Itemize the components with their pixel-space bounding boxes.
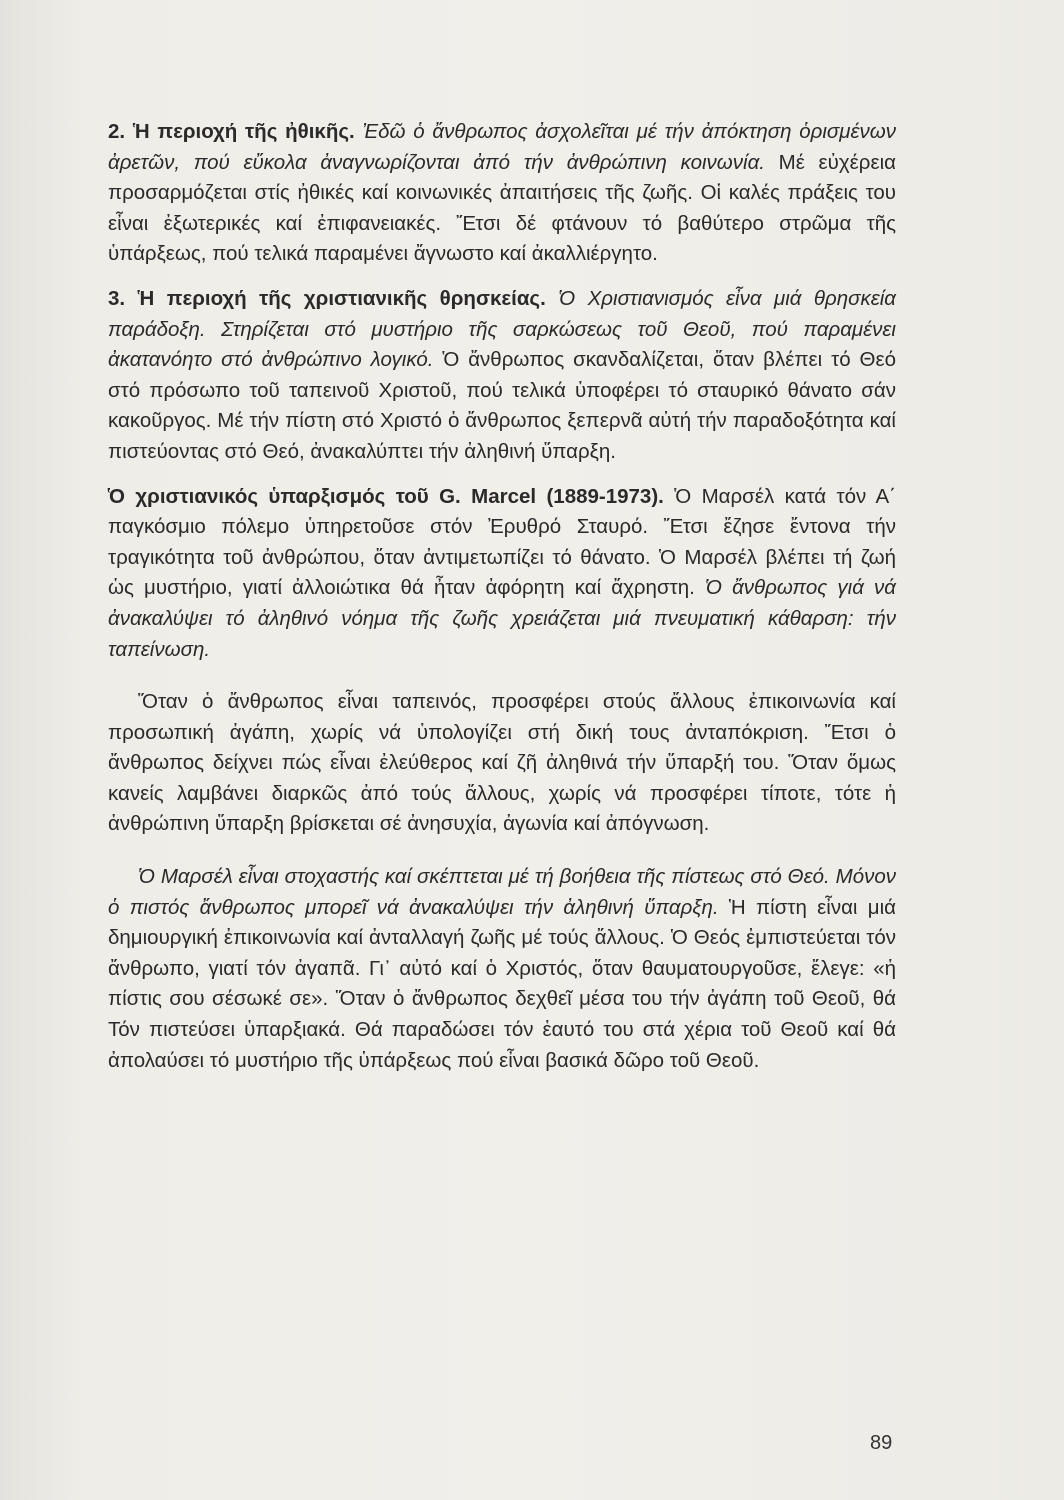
heading-ethics: 2. Ἡ περιοχή τῆς ἠθικῆς. xyxy=(108,120,355,143)
page-text xyxy=(108,117,896,1076)
text-faith: Ἡ πίστη εἶναι μιά δημιουργική ἐπικοινωνία καί ἀνταλλαγή ζωῆς μέ τούς ἄλλους. Ὁ Θεός ἐμπιστεύεται τόν ἄνθρωπο, γιατί τόν ἀγαπᾶ. Γι᾽ αὐτό καί ὁ Χριστός, ὅταν θαυματουργοῦσε, ἔλεγε: «ἡ πίστις σου σέσωκέ σε». Ὅταν ὁ ἄνθρωπος δεχθεῖ μέσα του τήν ἀγάπη τοῦ Θεοῦ, θά Τόν πιστεύσει ὑπαρξιακά. Θά παραδώσει τόν ἑαυτό του στά χέρια τοῦ Θεοῦ καί θά ἀπολαύσει τό μυστήριο τῆς ὑπάρξεως πού εἶναι βασικά δῶρο τοῦ Θεοῦ. xyxy=(108,895,897,1072)
italic-ethics: Ἐδῶ ὁ ἄνθρωπος ἀσχολεῖται μέ τήν ἀπόκτηση ὁρισμένων ἀρετῶν, πού εὔκολα ἀναγνωρίζονται ἀπό τήν ἀνθρώπινη κοινωνία. xyxy=(108,120,896,174)
paragraph-humility xyxy=(108,687,896,840)
text-humility: Ὅταν ὁ ἄνθρωπος εἶναι ταπεινός, προσφέρει στούς ἄλλους ἐπικοινωνία καί προσωπική ἀγάπη, χωρίς νά ὑπολογίζει στή δική τους ἀνταπόκριση. Ἔτσι ὁ ἄνθρωπος δείχνει πώς εἶναι ἐλεύθερος καί ζῆ ἀληθινά τήν ὕπαρξή του. Ὅταν ὅμως κανείς λαμβάνει διαρκῶς ἀπό τούς ἄλλους, χωρίς νά προσφέρει τίποτε, τότε ἡ ἀνθρώπινη ὕπαρξη βρίσκεται σέ ἀνησυχία, ἀγωνία καί ἀπόγνωση. xyxy=(108,690,896,836)
text-marcel: Ὁ Μαρσέλ κατά τόν Α΄ παγκόσμιο πόλεμο ὑπηρετοῦσε στόν Ἐρυθρό Σταυρό. Ἔτσι ἔζησε ἔντονα τήν τραγικότητα τοῦ ἀνθρώπου, ὅταν ἀντιμετωπίζει τό θάνατο. Ὁ Μαρσέλ βλέπει τή ζωή ὡς μυστήριο, γιατί ἀλλοιώτικα θά ἦταν ἀφόρητη καί ἄχρηστη. xyxy=(108,484,896,600)
heading-marcel: Ὁ χριστιανικός ὑπαρξισμός τοῦ G. Marcel (1889-1973). xyxy=(108,484,664,508)
text-ethics: Μέ εὐχέρεια προσαρμόζεται στίς ἠθικές καί κοινωνικές ἀπαιτήσεις τῆς ζωῆς. Οἱ καλές πράξεις του εἶναι ἐξωτερικές καί ἐπιφανειακές. Ἔτσι δέ φτάνουν τό βαθύτερο στρῶμα τῆς ὑπάρξεως, πού τελικά παραμένει ἄγνωστο καί ἀκαλλιέργητο. xyxy=(108,150,896,266)
italic-christian-religion: Ὁ Χριστιανισμός εἶνα μιά θρησκεία παράδοξη. Στηρίζεται στό μυστήριο τῆς σαρκώσεως τοῦ Θεοῦ, πού παραμένει ἀκατανόητο στό ἀνθρώπινο λογικό. xyxy=(108,286,896,372)
heading-christian-religion: 3. Ἡ περιοχή τῆς χριστιανικῆς θρησκείας. xyxy=(108,286,546,310)
italic-faith: Ὁ Μαρσέλ εἶναι στοχαστής καί σκέπτεται μέ τή βοήθεια τῆς πίστεως στό Θεό. Μόνον ὁ πιστός ἄνθρωπος μπορεῖ νά ἀνακαλύψει τήν ἀληθινή ὕπαρξη. xyxy=(108,865,896,919)
paragraph-marcel xyxy=(108,482,896,666)
text-christian-religion: Ὁ ἄνθρωπος σκανδαλίζεται, ὅταν βλέπει τό Θεό στό πρόσωπο τοῦ ταπεινοῦ Χριστοῦ, πού τελικά ὑποφέρει τό σταυρικό θάνατο σάν κακοῦργος. Μέ τήν πίστη στό Χριστό ὁ ἄνθρωπος ξεπερνᾶ αὐτή τήν παραδοξότητα καί πιστεύοντας στό Θεό, ἀνακαλύπτει τήν ἀληθινή ὕπαρξη. xyxy=(108,348,896,463)
paragraph-ethics xyxy=(108,117,896,270)
paragraph-christian-religion xyxy=(108,284,896,468)
italic-marcel: Ὁ ἄνθρωπος γιά νά ἀνακαλύψει τό ἀληθινό νόημα τῆς ζωῆς χρειάζεται μιά πνευματική κάθαρση: τήν ταπείνωση. xyxy=(108,576,896,661)
page-number: 89 xyxy=(870,1432,893,1454)
paragraph-faith xyxy=(108,862,896,1076)
